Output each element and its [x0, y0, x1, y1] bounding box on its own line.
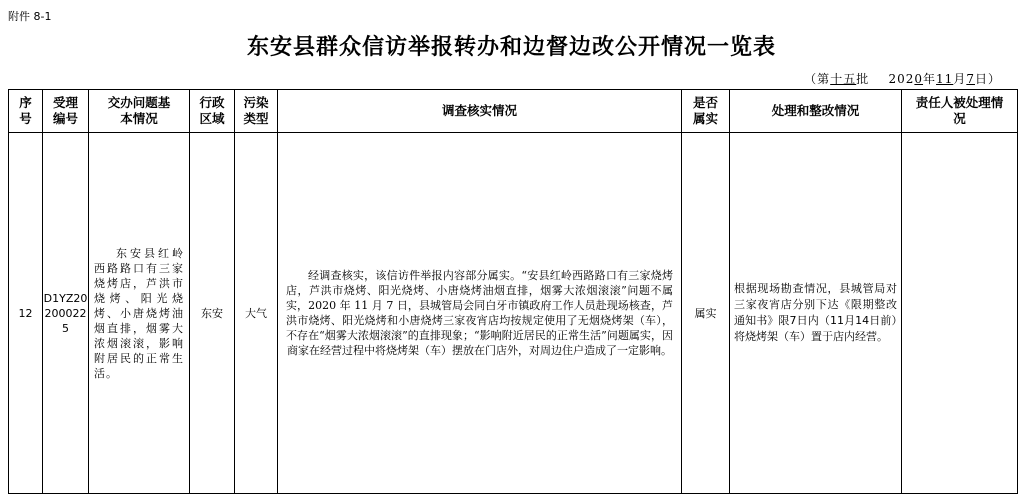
header-basic: 交办问题基本情况	[89, 90, 190, 133]
cell-belong: 属实	[682, 133, 730, 494]
cell-basic: 东安县红岭西路路口有三家烧烤店，芦洪市烧烤、阳光烧烤、小唐烧烤油烟直排，烟雾大浓烟滚滚，影响附居民的正常生活。	[89, 133, 190, 494]
document-title: 东安县群众信访举报转办和边督边改公开情况一览表	[246, 35, 776, 60]
table-row	[9, 133, 1018, 494]
cell-region: 东安	[190, 133, 235, 494]
cell-investigation: 经调查核实，该信访件举报内容部分属实。“安县红岭西路路口有三家烧烤店，芦洪市烧烤、阳光烧烤、小唐烧烤油烟直排，烟雾大浓烟滚滚”问题不属实，2020 年 11 月 7 日，县城管局会同白牙市镇政府工作人员赴现场核查，芦洪市烧烤、阳光烧烤和小唐烧烤三家夜宵店均按规定使用了无烟烧烤架（车），不存在“烟雾大浓烟滚滚”的直排现象；“影响附近居民的正常生活”问题属实，因商家在经营过程中将烧烤架（车）摆放在门店外，对周边住户造成了一定影响。	[278, 133, 682, 494]
header-handling: 处理和整改情况	[730, 90, 902, 133]
header-belong: 是否属实	[682, 90, 730, 133]
table-header-row	[9, 90, 1018, 133]
header-investigation: 调查核实情况	[278, 90, 682, 133]
header-id: 受理编号	[43, 90, 89, 133]
header-no: 序号	[9, 90, 43, 133]
attachment-label: 附件 8-1	[8, 10, 52, 23]
header-type: 污染类型	[235, 90, 278, 133]
cell-no: 12	[9, 133, 43, 494]
cell-id: D1YZ20200022 5	[43, 133, 89, 494]
cell-type: 大气	[235, 133, 278, 494]
header-region: 行政区域	[190, 90, 235, 133]
header-responsible: 责任人被处理情况	[902, 90, 1018, 133]
batch-info: （第十五批 2020年11月7日）	[804, 72, 1001, 86]
cell-handling: 根据现场勘查情况，县城管局对三家夜宵店分别下达《限期整改通知书》限7日内（11月14日前）将烧烤架（车）置于店内经营。	[730, 133, 902, 494]
petition-table	[8, 89, 1018, 494]
cell-responsible	[902, 133, 1018, 494]
